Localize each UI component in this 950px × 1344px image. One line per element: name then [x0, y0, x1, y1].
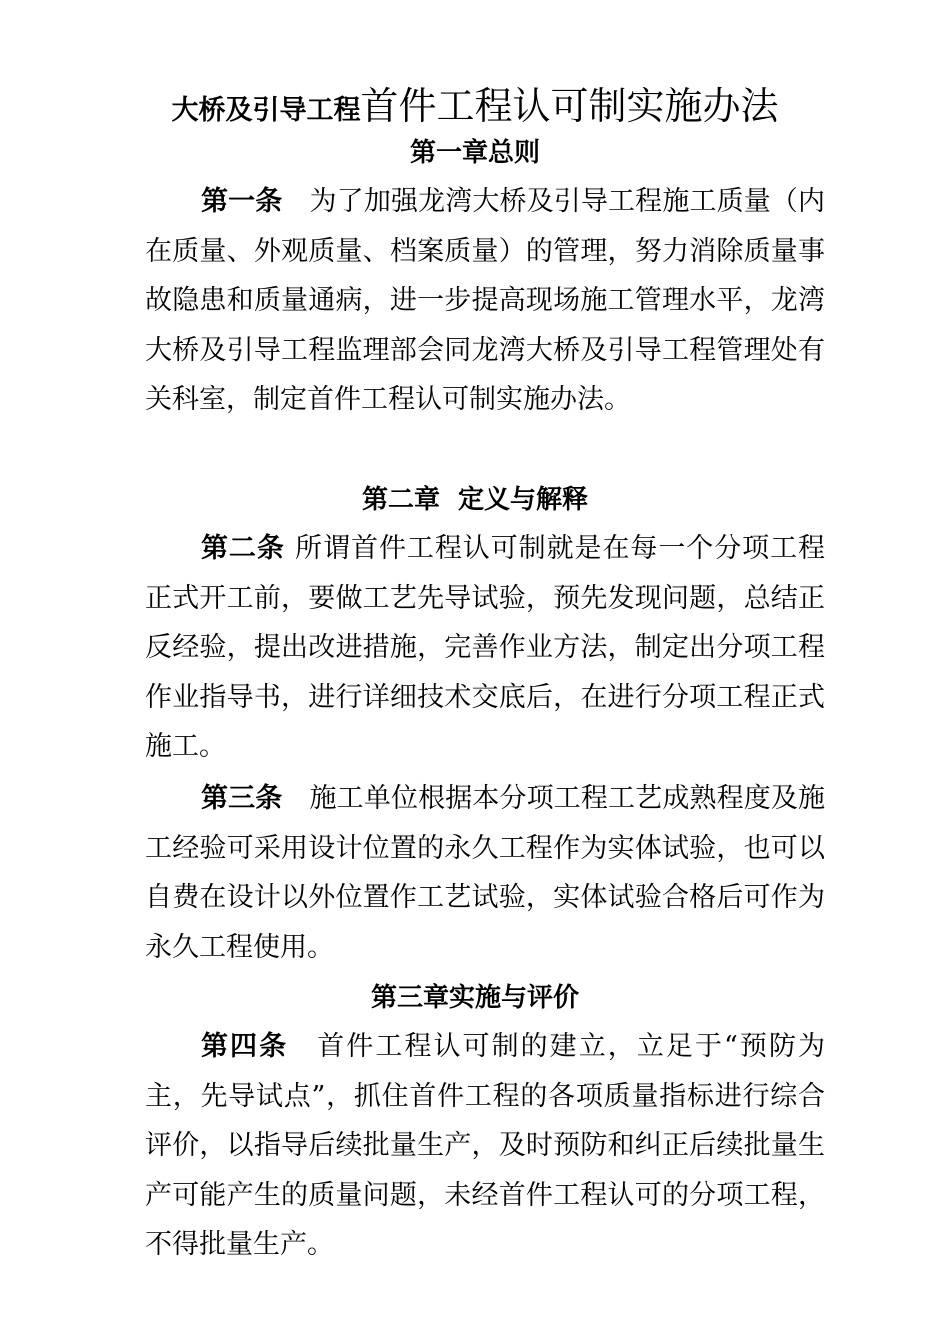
title-main: 首件工程认可制实施办法: [360, 84, 779, 128]
article-label: 第二条: [201, 533, 296, 564]
article-label: 第四条: [201, 1031, 318, 1062]
document-title: [0, 78, 950, 142]
article-text: 施工单位根据本分项工程工艺成熟程度及施工经验可采用设计位置的永久工程作为实体试验，也可以自费在设计以外位置作工艺试验，实体试验合格后可作为永久工程使用。: [145, 783, 826, 963]
chapter-heading: 第三章实施与评价: [370, 983, 579, 1013]
article-text: 首件工程认可制的建立，立足于“预防为主，先导试点”，抓住首件工程的各项质量指标进行综合评价，以指导后续批量生产，及时预防和纠正后续批量生产可能产生的质量问题，未经首件工程认可的分项工程，不得批量生产。: [145, 1031, 825, 1261]
article-label: 第三条: [201, 783, 310, 814]
article-text: 所谓首件工程认可制就是在每一个分项工程正式开工前，要做工艺先导试验，预先发现问题，总结正反经验，提出改进措施，完善作业方法，制定出分项工程作业指导书，进行详细技术交底后，在进行分项工程正式施工。: [145, 533, 826, 763]
article-label: 第一条: [201, 186, 310, 217]
article-paragraph: [145, 1022, 825, 1270]
article-text: 为了加强龙湾大桥及引导工程施工质量（内在质量、外观质量、档案质量）的管理，努力消除质量事故隐患和质量通病，进一步提高现场施工管理水平，龙湾大桥及引导工程监理部会同龙湾大桥及引导工程管理处有关科室，制定首件工程认可制实施办法。: [145, 186, 826, 416]
article-paragraph: [145, 524, 825, 772]
article-paragraph: [145, 774, 825, 972]
article-paragraph: [145, 177, 825, 425]
chapter-heading: 第一章总则: [409, 138, 540, 168]
title-prefix: 大桥及引导工程: [171, 95, 361, 126]
chapter-heading: 第二章 定义与解释: [361, 485, 589, 515]
